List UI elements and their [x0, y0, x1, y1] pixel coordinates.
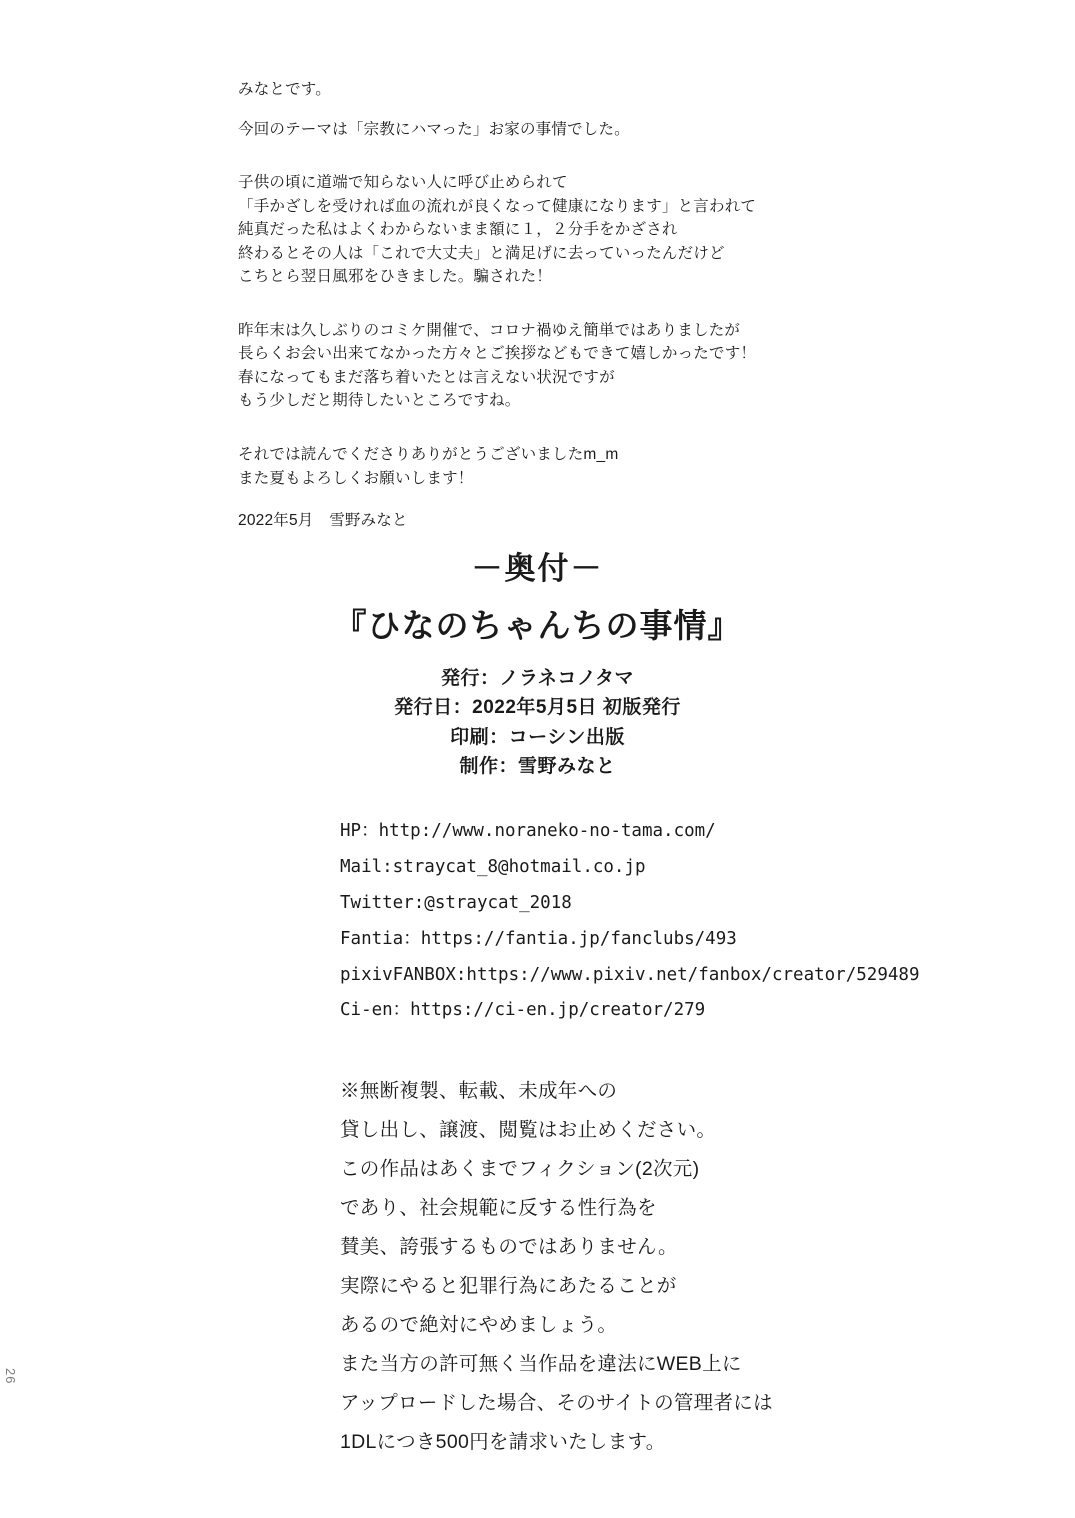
afterword-line: 春になってもまだ落ち着いたとは言えない状況ですが — [238, 368, 615, 386]
notice-line: ※無断複製、転載、未成年への — [340, 1080, 618, 1102]
notice-line: あるので絶対にやめましょう。 — [340, 1314, 618, 1336]
afterword-line: それでは読んでくださりありがとうございましたm_m — [238, 446, 619, 464]
afterword-line: 長らくお会い出来てなかった方々とご挨拶などもできて嬉しかったです！ — [238, 345, 757, 363]
afterword-paragraph — [238, 118, 938, 142]
afterword-line: 終わるとその人は「これで大丈夫」と満足げに去っていったんだけど — [238, 244, 725, 262]
notice-line: 貸し出し、譲渡、閲覧はお止めください。 — [340, 1119, 717, 1141]
afterword-line: 今回のテーマは「宗教にハマった」お家の事情でした。 — [238, 120, 630, 138]
legal-notice — [340, 1072, 773, 1462]
afterword-line: もう少しだと期待したいところですね。 — [238, 392, 521, 410]
page-number: 26 — [3, 1368, 18, 1385]
credit-row: 発行：ノラネコノタマ — [440, 668, 635, 689]
afterword-line: こちとら翌日風邪をひきました。騙された！ — [238, 268, 553, 286]
credit-row: 印刷：コーシン出版 — [450, 726, 625, 748]
notice-line: アップロードした場合、そのサイトの管理者には — [340, 1392, 773, 1414]
link-row-pixiv-fanbox[interactable]: pixivFANBOX:https://www.pixiv.net/fanbox/creator/529489 — [340, 964, 920, 985]
colophon-links — [340, 814, 919, 1029]
link-row-twitter[interactable]: Twitter:@straycat_2018 — [340, 892, 572, 913]
notice-line: であり、社会規範に反する性行為を — [340, 1197, 657, 1219]
link-row-homepage[interactable]: HP：http://www.noraneko-no-tama.com/ — [340, 821, 716, 841]
link-row-mail[interactable]: Mail:straycat_8@hotmail.co.jp — [340, 856, 646, 877]
notice-line: また当方の許可無く当作品を違法にWEB上に — [340, 1353, 742, 1375]
afterword-paragraph — [238, 78, 938, 102]
afterword-signature: 2022年5月 雪野みなと — [238, 512, 408, 529]
notice-line: 1DLにつき500円を請求いたします。 — [340, 1431, 666, 1453]
afterword-text — [238, 78, 938, 506]
credit-row: 発行日：2022年5月5日 初版発行 — [394, 697, 681, 719]
notice-line: 実際にやると犯罪行為にあたることが — [340, 1275, 677, 1297]
afterword-line: 「手かざしを受ければ血の流れが良くなって健康になります」と言われて — [238, 197, 757, 215]
afterword-line: 純真だった私はよくわからないまま額に１，２分手をかざされ — [238, 221, 678, 239]
spacer — [238, 305, 938, 319]
link-row-fantia[interactable]: Fantia：https://fantia.jp/fanclubs/493 — [340, 928, 737, 949]
afterword-line: 昨年末は久しぶりのコミケ開催で、コロナ禍ゆえ簡単ではありましたが — [238, 321, 741, 339]
notice-line: この作品はあくまでフィクション(2次元) — [340, 1158, 700, 1180]
afterword-paragraph — [238, 171, 938, 289]
spacer — [238, 429, 938, 443]
afterword-line: 子供の頃に道端で知らない人に呼び止められて — [238, 174, 568, 192]
spacer — [238, 157, 938, 171]
notice-line: 賛美、誇張するものではありません。 — [340, 1236, 678, 1258]
credit-row: 制作：雪野みなと — [459, 756, 616, 778]
colophon-credits — [0, 664, 1075, 782]
colophon-heading: －奥付－ — [471, 551, 604, 586]
colophon-work-title: 『ひなのちゃんちの事情』 — [333, 607, 742, 644]
afterword-line: また夏もよろしくお願いします！ — [238, 469, 474, 487]
afterword-paragraph — [238, 319, 938, 413]
afterword-line: みなとです。 — [238, 81, 331, 98]
afterword-paragraph — [238, 443, 938, 490]
link-row-ci-en[interactable]: Ci-en：https://ci-en.jp/creator/279 — [340, 1000, 706, 1021]
